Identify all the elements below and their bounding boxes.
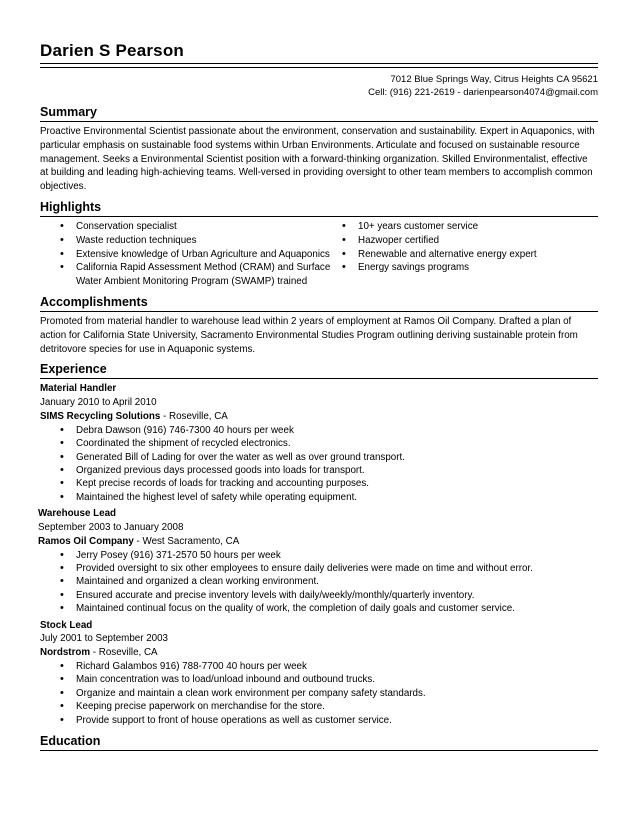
list-item: • Hazwoper certified — [342, 234, 582, 248]
list-item: • Coordinated the shipment of recycled electronics. — [60, 437, 598, 450]
experience-divider — [40, 378, 598, 379]
job-title: Stock Lead — [40, 619, 93, 631]
header-divider — [40, 63, 598, 68]
education-heading: Education — [40, 734, 101, 749]
accomplishments-divider — [40, 311, 598, 312]
job-company — [40, 646, 598, 660]
list-item: • Provide support to front of house operations as well as customer service. — [60, 714, 598, 727]
job-entry — [40, 619, 598, 727]
accomplishments-text: Promoted from material handler to warehouse lead within 2 years of employment at Ramos Oil Company. Drafted a plan of action for California State University, Sacramento Environmental Studies Program outlining deriving sustainable protein from detritovore species for use in Aquaponic systems. — [40, 315, 578, 355]
list-item: • Organized previous days processed goods into loads for transport. — [60, 464, 598, 477]
list-item: • Ensured accurate and precise inventory levels with daily/weekly/monthly/quarterly inventory. — [60, 589, 598, 602]
list-item: • 10+ years customer service — [342, 220, 582, 234]
job-duties — [40, 424, 598, 504]
list-item: • Extensive knowledge of Urban Agriculture and Aquaponics — [60, 248, 340, 262]
list-item: • Waste reduction techniques — [60, 234, 340, 248]
job-dates: January 2010 to April 2010 — [40, 397, 157, 409]
list-item: • Main concentration was to load/unload inbound and outbound trucks. — [60, 673, 598, 686]
summary-heading: Summary — [40, 105, 97, 119]
list-item: • Maintained and organized a clean working environment. — [60, 575, 598, 588]
company-location: - West Sacramento, CA — [133, 535, 240, 547]
list-item: • Kept precise records of loads for tracking and accounting purposes. — [60, 477, 598, 490]
highlights-list — [40, 220, 598, 289]
job-company — [40, 410, 598, 424]
list-item: • Maintained the highest level of safety while operating equipment. — [60, 491, 598, 504]
company-name: Nordstrom — [40, 647, 91, 659]
resume-page — [40, 0, 598, 751]
experience-heading: Experience — [40, 362, 107, 377]
list-item: • Richard Galambos 916) 788-7700 40 hours per week — [60, 660, 598, 673]
address-line: 7012 Blue Springs Way, Citrus Heights CA 95621 — [390, 74, 598, 85]
summary-text: Proactive Environmental Scientist passionate about the environment, conservation and sustainability. Expert in Aquaponics, with particular emphasis on sustainable food systems within Urban Environments. Articulate and focused on sustainable resource management. Seeks a Environmental Scientist position with a forward-thinking organization. Skilled Environmentalist, effective at building and leading high-achieving teams. Well-versed in providing oversight to other team members to accomplish common objectives. — [40, 126, 595, 193]
list-item: • Organize and maintain a clean work environment per company safety standards. — [60, 687, 598, 700]
job-entry — [40, 382, 598, 504]
highlights-right-column — [340, 220, 582, 289]
highlights-heading: Highlights — [40, 199, 102, 214]
list-item: • Generated Bill of Lading for over the water as well as over ground transport. — [60, 451, 598, 464]
list-item: • Debra Dawson (916) 746-7300 40 hours per week — [60, 424, 598, 437]
list-item: • Keeping precise paperwork on merchandise for the store. — [60, 700, 598, 713]
job-duties — [40, 660, 598, 727]
job-dates: July 2001 to September 2003 — [40, 633, 168, 645]
job-duties — [40, 549, 598, 616]
education-divider — [40, 750, 598, 751]
job-title: Material Handler — [40, 383, 117, 395]
job-dates: September 2003 to January 2008 — [38, 521, 184, 533]
company-location: - Roseville, CA — [90, 647, 158, 659]
list-item: • Provided oversight to six other employees to ensure daily deliveries were made on time and without error. — [60, 562, 598, 575]
job-title: Warehouse Lead — [38, 508, 117, 520]
job-company — [38, 535, 598, 549]
contact-line: Cell: (916) 221-2619 - darienpearson4074@gmail.com — [368, 87, 598, 98]
job-entry — [40, 507, 598, 615]
company-name: Ramos Oil Company — [38, 535, 134, 547]
list-item: • California Rapid Assessment Method (CRAM) and Surface Water Ambient Monitoring Program (SWAMP) trained — [60, 261, 340, 289]
list-item: • Renewable and alternative energy expert — [342, 248, 582, 262]
highlights-left-column — [40, 220, 340, 289]
candidate-name: Darien S Pearson — [40, 41, 184, 60]
list-item: • Jerry Posey (916) 371-2570 50 hours per week — [60, 549, 598, 562]
company-location: - Roseville, CA — [160, 410, 228, 422]
accomplishments-heading: Accomplishments — [40, 294, 148, 309]
list-item: • Conservation specialist — [60, 220, 340, 234]
contact-block — [40, 73, 598, 99]
summary-divider — [40, 121, 598, 122]
highlights-divider — [40, 216, 598, 217]
company-name: SIMS Recycling Solutions — [40, 410, 161, 422]
list-item: • Maintained continual focus on the quality of work, the completion of daily goals and customer service. — [60, 602, 598, 615]
list-item: • Energy savings programs — [342, 261, 582, 275]
